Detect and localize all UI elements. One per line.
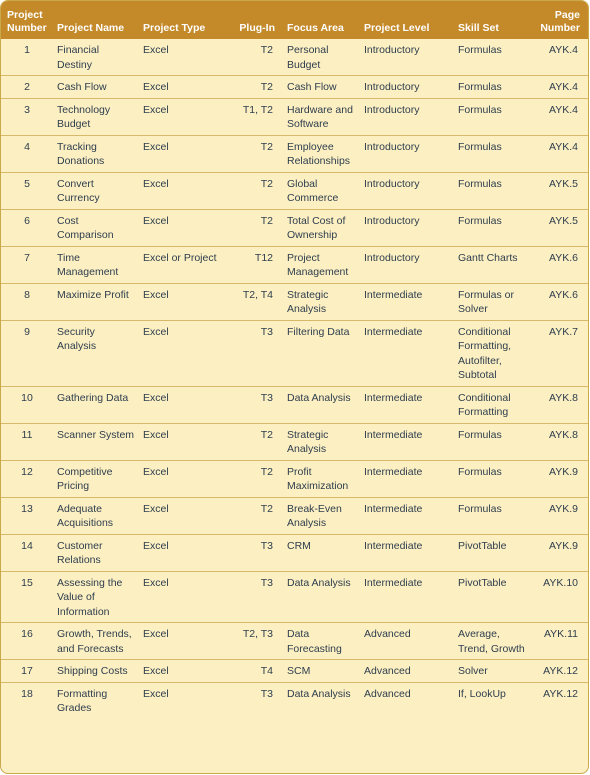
cell-project-name: Adequate Acquisitions xyxy=(53,497,139,534)
header-project-name: Project Name xyxy=(57,22,125,34)
cell-plug-in: T2 xyxy=(227,172,283,209)
cell-project-name: Technology Budget xyxy=(53,98,139,135)
cell-project-number: 2 xyxy=(1,76,53,99)
cell-skill-set: Conditional Formatting xyxy=(454,386,534,423)
cell-project-name: Cash Flow xyxy=(53,76,139,99)
table-row xyxy=(1,246,588,283)
cell-plug-in: T2 xyxy=(227,39,283,76)
table-row xyxy=(1,623,588,660)
cell-focus-area: Data Analysis xyxy=(283,571,360,623)
cell-project-level: Advanced xyxy=(360,660,454,683)
table-row xyxy=(1,571,588,623)
cell-project-level: Introductory xyxy=(360,98,454,135)
header-project-number: Project Number xyxy=(7,9,47,34)
cell-project-level: Introductory xyxy=(360,172,454,209)
cell-page-number: AYK.4 xyxy=(534,98,588,135)
cell-skill-set: Formulas xyxy=(454,460,534,497)
cell-page-number: AYK.4 xyxy=(534,135,588,172)
cell-plug-in: T1, T2 xyxy=(227,98,283,135)
table-row xyxy=(1,283,588,320)
cell-plug-in: T3 xyxy=(260,687,273,700)
cell-project-number: 5 xyxy=(1,172,53,209)
cell-focus-area: Total Cost of Ownership xyxy=(283,209,360,246)
cell-project-name: Growth, Trends, and Forecasts xyxy=(53,623,139,660)
header-plug-in: Plug-In xyxy=(239,22,275,34)
cell-skill-set: Formulas xyxy=(454,423,534,460)
cell-project-type: Excel or Project xyxy=(139,246,227,283)
cell-project-name: Maximize Profit xyxy=(53,283,139,320)
cell-focus-area: Project Management xyxy=(283,246,360,283)
cell-project-type: Excel xyxy=(139,571,227,623)
cell-project-level: Intermediate xyxy=(360,534,454,571)
cell-project-type: Excel xyxy=(139,423,227,460)
cell-plug-in: T2, T3 xyxy=(227,623,283,660)
cell-project-name: Formatting Grades xyxy=(57,687,108,714)
cell-plug-in: T3 xyxy=(227,571,283,623)
cell-page-number: AYK.6 xyxy=(534,246,588,283)
cell-plug-in: T2 xyxy=(227,135,283,172)
cell-project-number: 11 xyxy=(1,423,53,460)
cell-project-type: Excel xyxy=(139,386,227,423)
table-row xyxy=(1,386,588,423)
table-row xyxy=(1,460,588,497)
cell-focus-area: Data Analysis xyxy=(287,687,351,700)
cell-plug-in: T3 xyxy=(227,386,283,423)
cell-project-level: Advanced xyxy=(364,687,411,700)
cell-skill-set: Formulas xyxy=(454,76,534,99)
cell-project-type: Excel xyxy=(143,687,169,700)
cell-page-number: AYK.12 xyxy=(543,687,578,700)
cell-project-name: Customer Relations xyxy=(53,534,139,571)
cell-project-level: Intermediate xyxy=(360,423,454,460)
cell-project-level: Introductory xyxy=(360,209,454,246)
cell-skill-set: Solver xyxy=(454,660,534,683)
cell-focus-area: Break-Even Analysis xyxy=(283,497,360,534)
cell-project-name: Assessing the Value of Information xyxy=(53,571,139,623)
table-row xyxy=(1,39,588,76)
cell-project-name: Competitive Pricing xyxy=(53,460,139,497)
cell-project-number: 18 xyxy=(21,687,33,700)
cell-project-level: Introductory xyxy=(360,39,454,76)
cell-plug-in: T2, T4 xyxy=(227,283,283,320)
header-skill-set: Skill Set xyxy=(458,22,499,34)
cell-project-number: 4 xyxy=(1,135,53,172)
cell-focus-area: Filtering Data xyxy=(283,320,360,386)
cell-plug-in: T2 xyxy=(227,460,283,497)
cell-project-number: 12 xyxy=(1,460,53,497)
cell-project-type: Excel xyxy=(139,320,227,386)
cell-project-type: Excel xyxy=(139,172,227,209)
cell-page-number: AYK.9 xyxy=(534,534,588,571)
cell-page-number: AYK.8 xyxy=(534,386,588,423)
cell-focus-area: Profit Maximization xyxy=(283,460,360,497)
cell-page-number: AYK.4 xyxy=(534,39,588,76)
cell-project-name: Cost Comparison xyxy=(53,209,139,246)
cell-project-name: Convert Currency xyxy=(53,172,139,209)
cell-project-type: Excel xyxy=(139,135,227,172)
cell-focus-area: SCM xyxy=(283,660,360,683)
cell-project-level: Introductory xyxy=(360,246,454,283)
cell-project-type: Excel xyxy=(139,76,227,99)
table-row xyxy=(1,209,588,246)
cell-focus-area: Employee Relationships xyxy=(283,135,360,172)
cell-project-type: Excel xyxy=(139,660,227,683)
header-project-type: Project Type xyxy=(143,22,206,34)
cell-page-number: AYK.11 xyxy=(534,623,588,660)
cell-project-type: Excel xyxy=(139,534,227,571)
cell-project-number: 7 xyxy=(1,246,53,283)
cell-page-number: AYK.5 xyxy=(534,172,588,209)
cell-project-level: Introductory xyxy=(360,135,454,172)
cell-plug-in: T3 xyxy=(227,534,283,571)
table-row xyxy=(1,320,588,386)
cell-project-level: Advanced xyxy=(360,623,454,660)
cell-page-number: AYK.6 xyxy=(534,283,588,320)
cell-project-type: Excel xyxy=(139,283,227,320)
cell-skill-set: PivotTable xyxy=(454,571,534,623)
cell-focus-area: Data Forecasting xyxy=(283,623,360,660)
cell-project-number: 3 xyxy=(1,98,53,135)
cell-project-type: Excel xyxy=(139,497,227,534)
cell-skill-set: If, LookUp xyxy=(458,687,506,700)
cell-skill-set: Formulas xyxy=(454,39,534,76)
cell-page-number: AYK.12 xyxy=(534,660,588,683)
cell-project-type: Excel xyxy=(139,623,227,660)
cell-plug-in: T3 xyxy=(227,320,283,386)
cell-focus-area: Strategic Analysis xyxy=(283,423,360,460)
table-header-row xyxy=(1,1,588,39)
cell-focus-area: CRM xyxy=(283,534,360,571)
cell-project-level: Intermediate xyxy=(360,571,454,623)
cell-plug-in: T2 xyxy=(227,497,283,534)
table-row xyxy=(1,682,588,719)
cell-skill-set: PivotTable xyxy=(454,534,534,571)
table-row xyxy=(1,423,588,460)
cell-project-level: Intermediate xyxy=(360,460,454,497)
cell-project-number: 9 xyxy=(1,320,53,386)
table-row xyxy=(1,172,588,209)
cell-focus-area: Personal Budget xyxy=(283,39,360,76)
header-focus-area: Focus Area xyxy=(287,22,344,34)
cell-project-type: Excel xyxy=(139,209,227,246)
cell-project-type: Excel xyxy=(139,39,227,76)
cell-project-type: Excel xyxy=(139,98,227,135)
cell-skill-set: Conditional Formatting, Autofilter, Subtotal xyxy=(454,320,534,386)
cell-project-level: Intermediate xyxy=(360,283,454,320)
header-page-number: Page Number xyxy=(540,9,580,34)
table-body xyxy=(1,39,588,719)
cell-project-number: 8 xyxy=(1,283,53,320)
cell-project-name: Time Management xyxy=(53,246,139,283)
table-row xyxy=(1,135,588,172)
cell-project-name: Security Analysis xyxy=(53,320,139,386)
cell-focus-area: Hardware and Software xyxy=(283,98,360,135)
cell-plug-in: T2 xyxy=(227,76,283,99)
cell-project-name: Shipping Costs xyxy=(53,660,139,683)
cell-page-number: AYK.8 xyxy=(534,423,588,460)
cell-focus-area: Global Commerce xyxy=(283,172,360,209)
cell-project-number: 17 xyxy=(1,660,53,683)
cell-project-number: 16 xyxy=(1,623,53,660)
cell-skill-set: Formulas xyxy=(454,135,534,172)
cell-project-type: Excel xyxy=(139,460,227,497)
cell-plug-in: T4 xyxy=(227,660,283,683)
header-project-level: Project Level xyxy=(364,22,430,34)
cell-focus-area: Strategic Analysis xyxy=(283,283,360,320)
cell-skill-set: Formulas xyxy=(454,98,534,135)
cell-focus-area: Data Analysis xyxy=(283,386,360,423)
cell-plug-in: T2 xyxy=(227,423,283,460)
cell-project-number: 13 xyxy=(1,497,53,534)
cell-page-number: AYK.5 xyxy=(534,209,588,246)
cell-page-number: AYK.7 xyxy=(534,320,588,386)
cell-skill-set: Gantt Charts xyxy=(454,246,534,283)
cell-project-number: 14 xyxy=(1,534,53,571)
cell-project-level: Intermediate xyxy=(360,320,454,386)
cell-project-number: 1 xyxy=(1,39,53,76)
table-row xyxy=(1,534,588,571)
cell-project-level: Intermediate xyxy=(360,386,454,423)
cell-skill-set: Average, Trend, Growth xyxy=(454,623,534,660)
cell-project-name: Gathering Data xyxy=(53,386,139,423)
cell-project-name: Financial Destiny xyxy=(53,39,139,76)
cell-plug-in: T2 xyxy=(227,209,283,246)
cell-project-name: Tracking Donations xyxy=(53,135,139,172)
table-row xyxy=(1,497,588,534)
cell-project-number: 15 xyxy=(1,571,53,623)
cell-plug-in: T12 xyxy=(227,246,283,283)
table-row xyxy=(1,76,588,99)
cell-page-number: AYK.4 xyxy=(534,76,588,99)
cell-project-level: Introductory xyxy=(360,76,454,99)
cell-page-number: AYK.9 xyxy=(534,460,588,497)
cell-skill-set: Formulas xyxy=(454,172,534,209)
cell-skill-set: Formulas xyxy=(454,209,534,246)
cell-page-number: AYK.9 xyxy=(534,497,588,534)
table-row xyxy=(1,98,588,135)
cell-project-number: 6 xyxy=(1,209,53,246)
cell-focus-area: Cash Flow xyxy=(283,76,360,99)
cell-project-level: Intermediate xyxy=(360,497,454,534)
cell-skill-set: Formulas or Solver xyxy=(454,283,534,320)
cell-project-name: Scanner System xyxy=(53,423,139,460)
projects-table xyxy=(1,1,588,719)
table-row xyxy=(1,660,588,683)
cell-project-number: 10 xyxy=(1,386,53,423)
cell-page-number: AYK.10 xyxy=(534,571,588,623)
cell-skill-set: Formulas xyxy=(454,497,534,534)
